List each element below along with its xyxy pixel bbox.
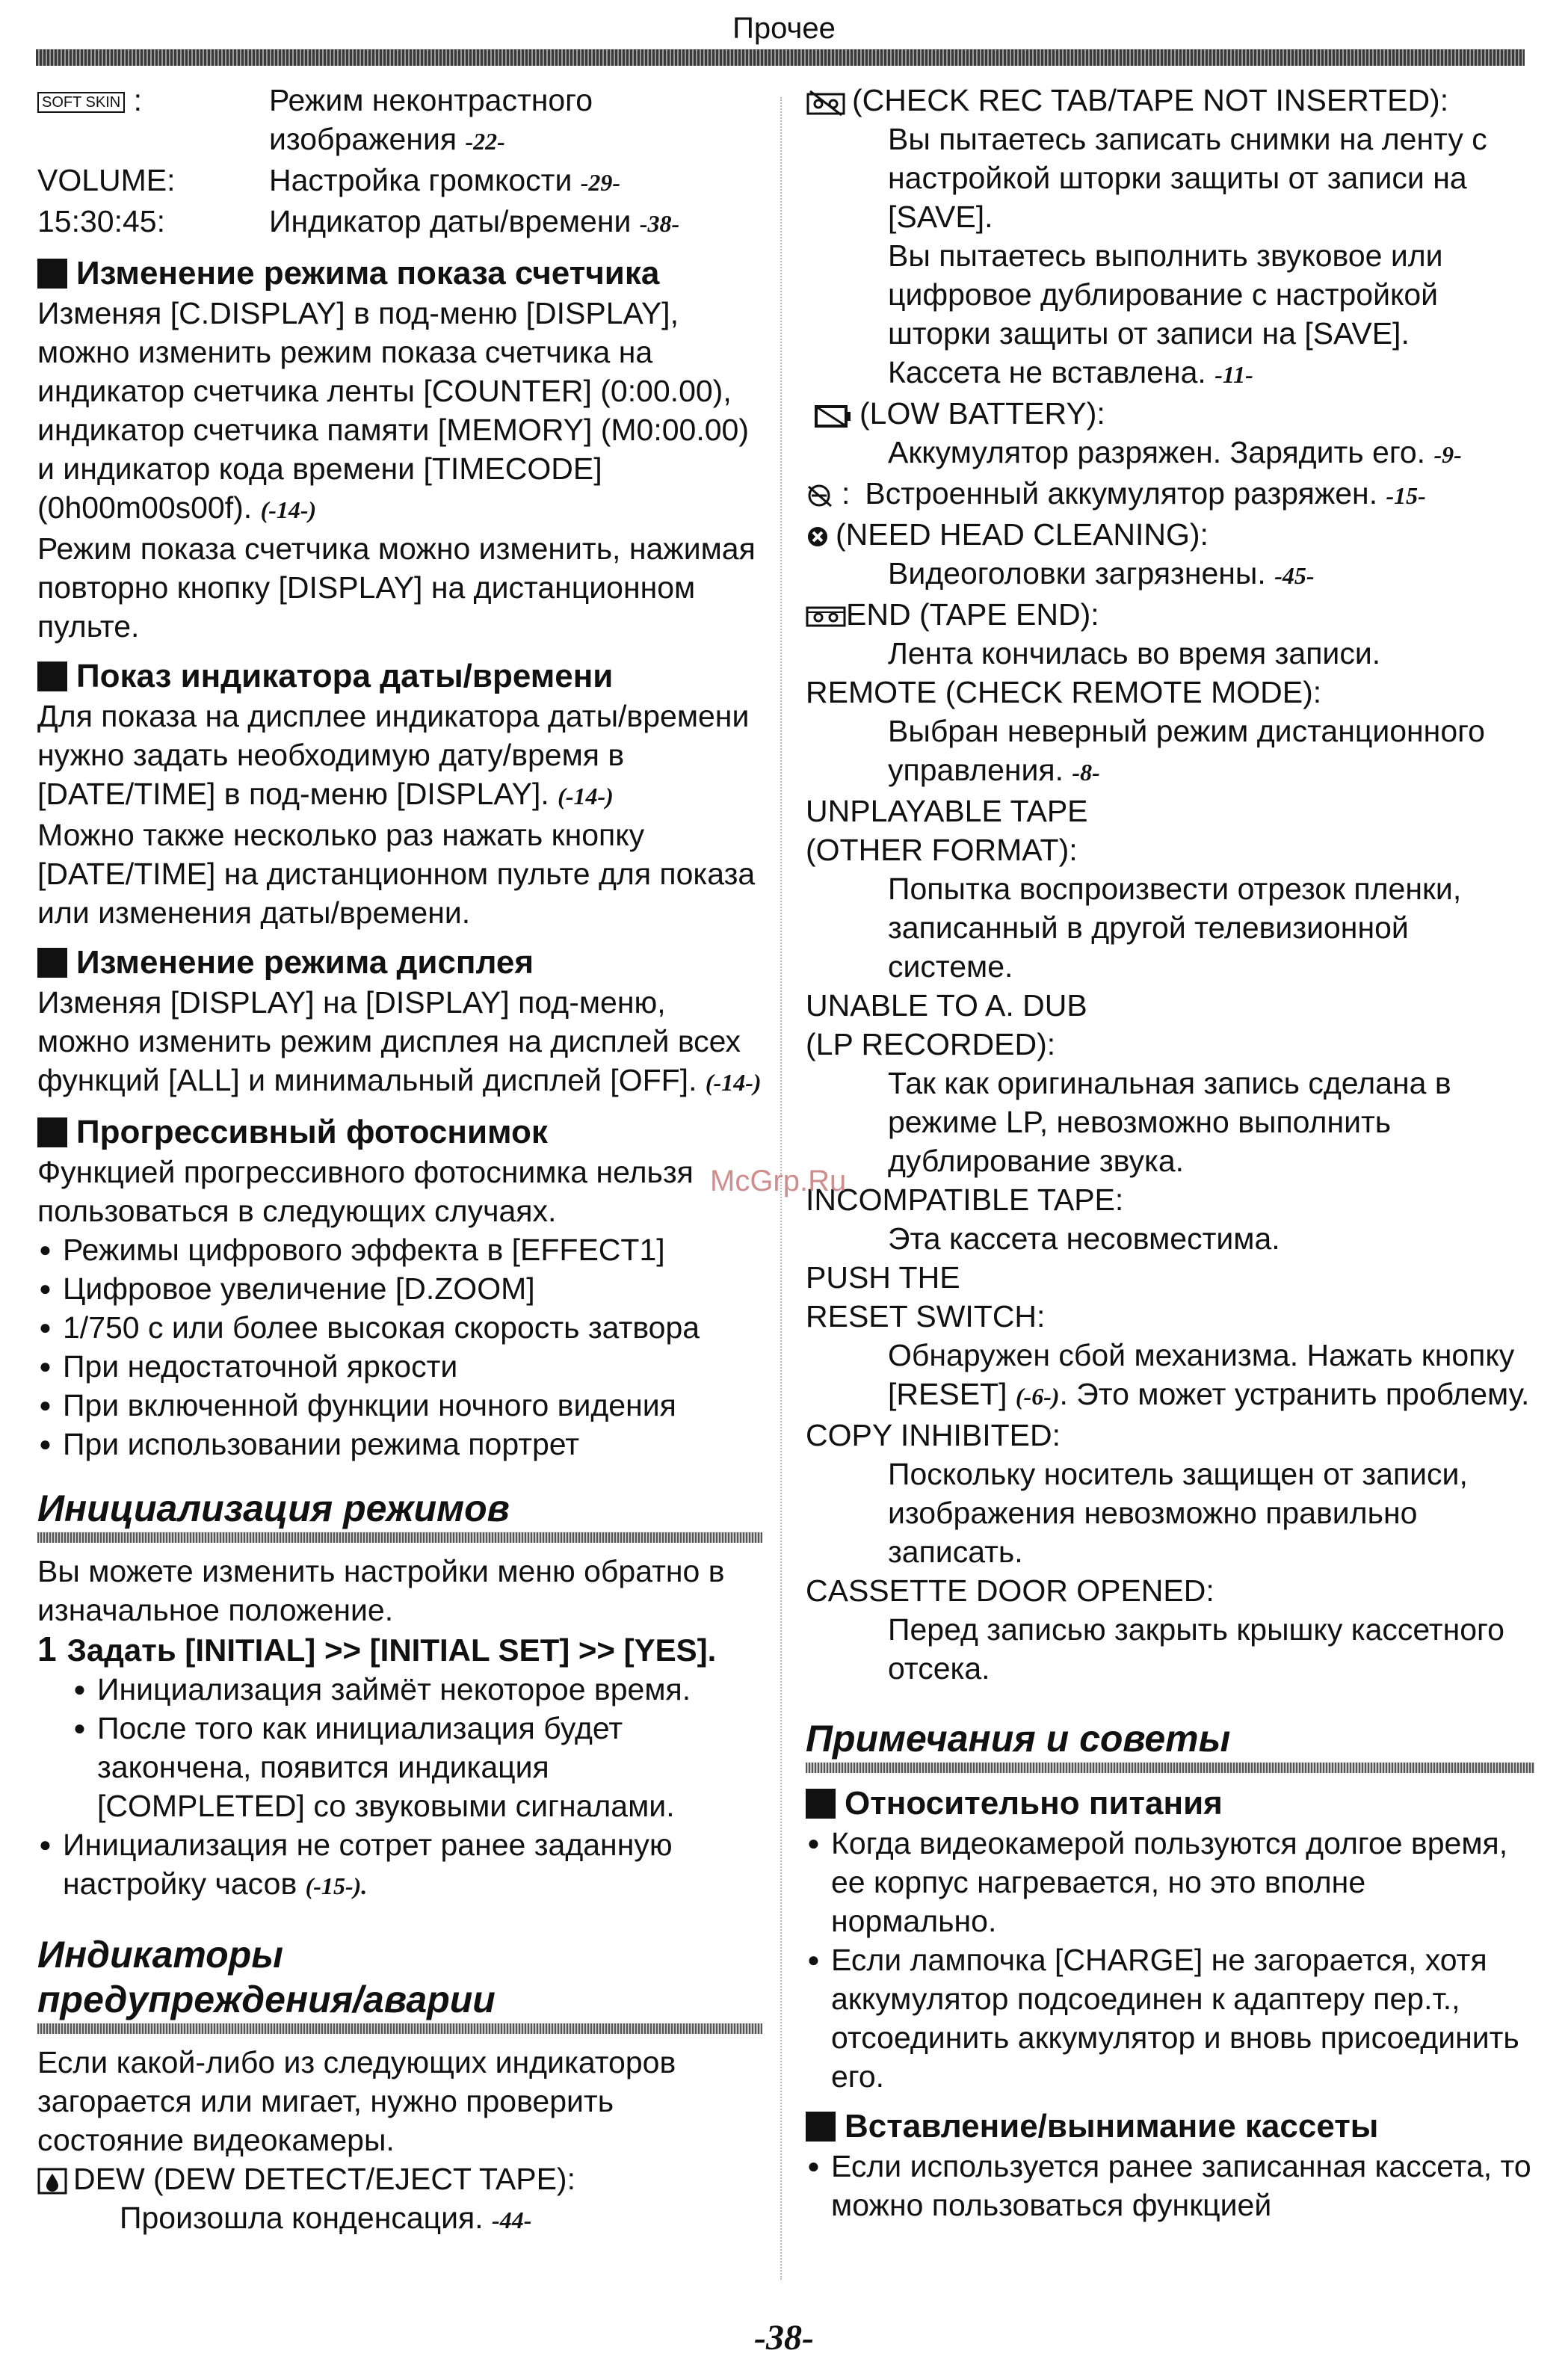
paragraph: Можно также несколько раз нажать кнопку [DATE/TIME] на дистанционном пульте для показа или изменения даты/времени. xyxy=(37,818,756,930)
battery-empty-icon xyxy=(813,402,854,429)
soft-skin-icon: SOFT SKIN xyxy=(37,92,125,113)
cassette-icon xyxy=(806,605,846,629)
heading-rule xyxy=(37,2023,762,2034)
sub-bullet-list xyxy=(37,1670,762,1825)
watermark: McGrp.Ru xyxy=(710,1165,847,1197)
bullet-list xyxy=(806,1824,1534,2096)
bullet-list xyxy=(806,2147,1534,2224)
heading-rule xyxy=(806,1763,1534,1773)
list-item: ● Если используется ранее записанная кассета, то можно пользоваться функцией xyxy=(806,2147,1534,2224)
left-column xyxy=(37,81,762,2239)
dew-item: DEW (DEW DETECT/EJECT TAPE): xyxy=(37,2159,762,2198)
def-term: 15:30:45: xyxy=(37,204,165,238)
remote-label: REMOTE (CHECK REMOTE MODE): xyxy=(806,675,1322,709)
right-column xyxy=(806,81,1534,2224)
list-item: ● Цифровое увеличение [D.ZOOM] xyxy=(37,1269,762,1308)
unplayable-label: UNPLAYABLE TAPE xyxy=(806,794,1088,828)
copy-label: COPY INHIBITED: xyxy=(806,1418,1061,1452)
page-ref: -38- xyxy=(639,210,680,237)
low-battery-item: (LOW BATTERY): xyxy=(813,394,1534,433)
check-rec-item: (CHECK REC TAB/TAPE NOT INSERTED): xyxy=(806,81,1534,120)
door-label: CASSETTE DOOR OPENED: xyxy=(806,1573,1214,1608)
indented-text: Так как оригинальная запись сделана в режиме LP, невозможно выполнить дублирование звука. xyxy=(888,1066,1451,1178)
bullet-list xyxy=(37,1825,762,1905)
list-item: ● Если лампочка [CHARGE] не загорается, хотя аккумулятор подсоединен к адаптеру пер.т., отсоединить аккумулятор и вновь присоединить его. xyxy=(806,1940,1534,2096)
paragraph: Режим показа счетчика можно изменить, нажимая повторно кнопку [DISPLAY] на дистанционном пульте. xyxy=(37,531,756,644)
def-text: Режим неконтрастного xyxy=(269,83,593,117)
def-term: VOLUME: xyxy=(37,163,176,197)
header-rule xyxy=(36,49,1525,66)
head-cleaning-item: (NEED HEAD CLEANING): xyxy=(806,515,1534,554)
indented-text: Обнаружен сбой механизма. Нажать кнопку [RESET] (-6-). Это может устранить проблему. xyxy=(888,1338,1530,1411)
def-text: Индикатор даты/времени xyxy=(269,204,632,238)
indented-text: Вы пытаетесь записать снимки на ленту с настройкой шторки защиты от записи на [SAVE]. xyxy=(888,122,1487,234)
list-item: ● 1/750 с или более высокая скорость затвора xyxy=(37,1308,762,1347)
unable-label: UNABLE TO A. DUB xyxy=(806,988,1087,1023)
indented-text: Попытка воспроизвести отрезок пленки, записанный в другой телевизионной системе. xyxy=(888,872,1462,984)
list-item: ● При недостаточной яркости xyxy=(37,1347,762,1386)
section-heading: Относительно питания xyxy=(806,1783,1534,1824)
list-item: ● Инициализация не сотрет ранее заданную настройку часов (-15-). xyxy=(37,1825,762,1905)
indented-text: Вы пытаетесь выполнить звуковое или цифровое дублирование с настройкой шторки защиты от записи на [SAVE]. xyxy=(888,238,1443,351)
section-heading: Изменение режима дисплея xyxy=(37,943,762,983)
heading-rule xyxy=(37,1532,762,1543)
chapter-heading: Инициализация режимов xyxy=(37,1487,510,1529)
section-heading: Вставление/вынимание кассеты xyxy=(806,2106,1534,2147)
chapter-heading: Примечания и советы xyxy=(806,1718,1231,1760)
paragraph: Вы можете изменить настройки меню обратно в изначальное положение. xyxy=(37,1554,725,1627)
list-item: ● Инициализация займёт некоторое время. xyxy=(72,1670,762,1709)
incompatible-label: INCOMPATIBLE TAPE: xyxy=(806,1183,1124,1217)
def-text: Настройка громкости xyxy=(269,163,572,197)
list-item: ● Режимы цифрового эффекта в [EFFECT1] xyxy=(37,1230,762,1269)
indented-text: Эта кассета несовместима. xyxy=(888,1221,1280,1256)
paragraph: Если какой-либо из следующих индикаторов загорается или мигает, нужно проверить состояние видеокамеры. xyxy=(37,2045,676,2157)
square-bullet-icon xyxy=(37,662,67,691)
section-heading: Показ индикатора даты/времени xyxy=(37,656,762,697)
indented-text: Выбран неверный режим дистанционного управления. -8- xyxy=(888,714,1485,787)
indented-text: Лента кончилась во время записи. xyxy=(888,636,1381,670)
cassette-tab-icon xyxy=(806,88,846,117)
paragraph: Для показа на дисплее индикатора даты/времени нужно задать необходимую дату/время в [DATE/TIME] в под-меню [DISPLAY]. (-14-) xyxy=(37,699,750,811)
list-item: ● После того как инициализация будет закончена, появится индикация [COMPLETED] со звуковыми сигналами. xyxy=(72,1709,762,1825)
indented-text: Аккумулятор разряжен. Зарядить его. -9- xyxy=(888,435,1462,469)
unable-label: (LP RECORDED): xyxy=(806,1027,1056,1061)
def-text: изображения xyxy=(269,122,457,156)
page-header-title: Прочее xyxy=(732,12,836,45)
push-label: PUSH THE xyxy=(806,1260,960,1295)
square-bullet-icon xyxy=(37,259,67,289)
builtin-battery-icon xyxy=(806,482,836,509)
tape-end-item: END (TAPE END): xyxy=(806,595,1534,634)
def-row-volume xyxy=(37,161,762,202)
indented-text: Кассета не вставлена. -11- xyxy=(888,355,1253,389)
def-row-soft-skin: SOFT SKIN : Режим неконтрастного изображения -22- xyxy=(37,81,762,161)
list-item: ● При использовании режима портрет xyxy=(37,1425,762,1464)
dew-text: Произошла конденсация. -44- xyxy=(120,2201,532,2235)
square-bullet-icon xyxy=(806,2112,836,2142)
dew-drop-icon xyxy=(37,2168,67,2195)
bullet-list xyxy=(37,1230,762,1464)
builtin-battery-item: : Встроенный аккумулятор разряжен. -15- xyxy=(806,474,1534,515)
page-number: -38- xyxy=(754,2318,814,2358)
section-heading: Изменение режима показа счетчика xyxy=(37,253,762,294)
chapter-heading: Индикаторы предупреждения/аварии xyxy=(37,1934,496,2020)
def-row-time xyxy=(37,202,762,243)
push-label: RESET SWITCH: xyxy=(806,1299,1046,1333)
square-bullet-icon xyxy=(37,1117,67,1147)
list-item: ● Когда видеокамерой пользуются долгое время, ее корпус нагревается, но это вполне нормально. xyxy=(806,1824,1534,1940)
indented-text: Перед записью закрыть крышку кассетного отсека. xyxy=(888,1612,1504,1686)
section-heading: Прогрессивный фотоснимок xyxy=(37,1112,762,1153)
step: 1 Задать [INITIAL] >> [INITIAL SET] >> [YES]. xyxy=(37,1629,717,1668)
head-cleaning-icon xyxy=(806,525,830,549)
unplayable-label: (OTHER FORMAT): xyxy=(806,833,1078,867)
square-bullet-icon xyxy=(37,948,67,978)
indented-text: Видеоголовки загрязнены. -45- xyxy=(888,556,1315,591)
indented-text: Поскольку носитель защищен от записи, изображения невозможно правильно записать. xyxy=(888,1457,1468,1569)
paragraph: Изменяя [DISPLAY] на [DISPLAY] под-меню, можно изменить режим дисплея на дисплей всех функций [ALL] и минимальный дисплей [OFF]. (-14-) xyxy=(37,985,762,1097)
page-ref: -22- xyxy=(465,128,505,155)
paragraph: Изменяя [C.DISPLAY] в под-меню [DISPLAY], можно изменить режим показа счетчика на индикатор счетчика ленты [COUNTER] (0:00.00), индикатор счетчика памяти [MEMORY] (M0:00.00) и индикатор кода времени [TIMECODE] (0h00m00s00f). (-14-) xyxy=(37,296,749,525)
paragraph: Функцией прогрессивного фотоснимка нельзя пользоваться в следующих случаях. xyxy=(37,1155,694,1228)
list-item: ● При включенной функции ночного видения xyxy=(37,1386,762,1425)
page-ref: -29- xyxy=(580,169,621,196)
square-bullet-icon xyxy=(806,1789,836,1819)
